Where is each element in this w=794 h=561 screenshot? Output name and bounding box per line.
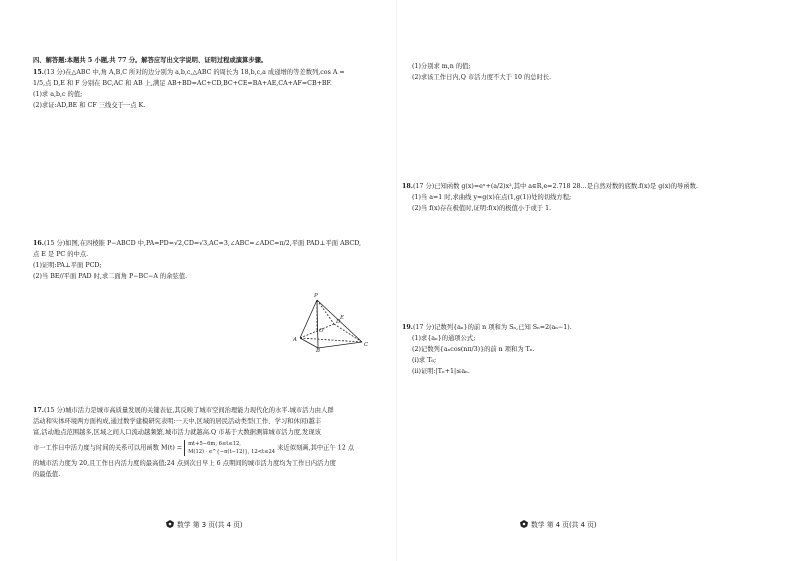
q17-line4-suffix: 来近似刻画,其中正午 12 点 <box>277 444 355 452</box>
piece-2: M(12) · e^{−n(t−12)}, 12<t≤24 <box>188 449 276 455</box>
q19-sub2ii: (ii)证明:|Tₙ+1|≤aₙ. <box>412 368 470 375</box>
edge-AC <box>300 338 362 342</box>
label-A: A <box>293 337 297 343</box>
question-17-continued <box>412 61 551 83</box>
piecewise-function <box>184 440 275 456</box>
q17-line1: (15 分)城市活力是城市高质量发展的关键表征,其反映了城市空间治理能力现代化的水平.城市活力由人群 <box>43 407 334 414</box>
subject-logo-icon <box>520 520 528 528</box>
pyramid-figure <box>290 290 370 352</box>
q18-sub1: (1)当 a=1 时,求曲线 y=g(x)在点(1,g(1))处的切线方程; <box>412 194 572 201</box>
label-C: C <box>364 342 369 348</box>
footer-text-4: 数学 第 4 页(共 4 页) <box>531 521 597 529</box>
q19-sub2i: (i)求 T₆; <box>412 357 437 364</box>
q16-line1: (15 分)如图,在四棱锥 P−ABCD 中,PA=PD=√2,CD=√3,AC=3,∠ABC=∠ADC=π/2,平面 PAD⊥平面 ABCD, <box>43 240 362 247</box>
q16-sub1: (1)证明:PA⊥平面 PCD; <box>33 262 102 269</box>
q17-line2: 活动和实体环境两方面构成,通过数学建模研究表明:一天中,区域的居民活动类型(工作、学习和休闲)越丰 <box>33 418 322 425</box>
edge-AB <box>300 338 318 348</box>
q18-sub2: (2)当 f(x)存在极值时,证明:f(x)的极值小于或于 1. <box>412 205 552 212</box>
q17-line3: 富,活动地点范围越多,区域之间人口流动越频繁,城市活力就越高.Q 市基于大数据测算城市活力度,发现该 <box>33 429 321 436</box>
section-heading: 四、解答题:本题共 5 小题,共 77 分。解答应写出文字说明、证明过程或演算步骤。 <box>33 57 268 64</box>
q17-number: 17. <box>33 407 44 414</box>
question-18 <box>402 181 698 214</box>
question-17 <box>33 405 354 480</box>
q15-line1: (13 分)在△ABC 中,角 A,B,C 所对的边分别为 a,b,c,△ABC 的周长为 18,b,c,a 成递增的等差数列,cos A = <box>43 69 345 76</box>
edge-DC <box>334 324 362 342</box>
q18-number: 18. <box>402 183 413 190</box>
q15-line2: 1/5,点 D,E 和 F 分别在 BC,AC 和 AB 上,满足 AB+BD=AC+CD,BC+CE=BA+AE,CA+AF=CB+BF. <box>33 80 332 87</box>
footer-text-3: 数学 第 3 页(共 4 页) <box>177 521 243 529</box>
question-15 <box>33 67 345 111</box>
q17-sub1: (1)分别求 m,n 的值; <box>412 63 471 70</box>
q15-number: 15. <box>33 69 44 76</box>
q15-sub1: (1)求 a,b,c 的值; <box>33 91 83 98</box>
q16-number: 16. <box>33 240 44 247</box>
subject-logo-icon <box>166 520 174 528</box>
q17-line6: 的最低值. <box>33 471 61 478</box>
q19-sub1: (1)求{aₙ}的通项公式; <box>412 335 476 342</box>
q18-line1: (17 分)已知函数 g(x)=eˣ+(a/2)x²,其中 a∈R,e=2.718 28…是自然对数的底数.f(x)是 g(x)的导函数. <box>412 183 698 190</box>
edge-PD <box>317 300 334 324</box>
label-B: B <box>316 348 321 352</box>
piece-1: mt+5−6m, 6≤t≤12, <box>188 441 241 447</box>
q19-number: 19. <box>402 324 413 331</box>
footer-page-3 <box>166 519 243 529</box>
label-O: O <box>319 328 324 334</box>
q19-sub2: (2)记数列{aₙcos(nπ/3)}的前 n 项和为 Tₙ. <box>412 346 535 353</box>
label-D: D <box>336 319 341 325</box>
q17-sub2: (2)求该工作日内,Q 市活力度不大于 10 的总时长. <box>412 74 552 81</box>
question-16 <box>33 238 361 282</box>
exam-page-4 <box>397 0 794 561</box>
footer-page-4 <box>520 519 597 529</box>
q17-line5: 的城市活力度为 20,且工作日内活力度的最高值;24 点到次日早上 6 点期间的城市活力度均为工作日内活力度 <box>33 460 336 467</box>
q16-line2: 点 E 是 PC 的中点. <box>33 251 89 258</box>
edge-BC <box>318 342 362 348</box>
question-19 <box>402 322 572 377</box>
label-P: P <box>314 293 318 299</box>
q15-sub2: (2)求证:AD,BE 和 CF 三线交于一点 K. <box>33 102 146 109</box>
q16-sub2: (2)当 BE//平面 PAD 时,求二面角 P−BC−A 的余弦值. <box>33 273 188 280</box>
label-E: E <box>340 315 345 321</box>
q17-line4-prefix: 市一工作日中活力度与时间的关系可以用函数 M(t) = <box>33 444 183 452</box>
q19-line1: (17 分)记数列{aₙ}的前 n 项和为 Sₙ,已知 Sₙ=2(aₙ−1). <box>412 324 572 331</box>
